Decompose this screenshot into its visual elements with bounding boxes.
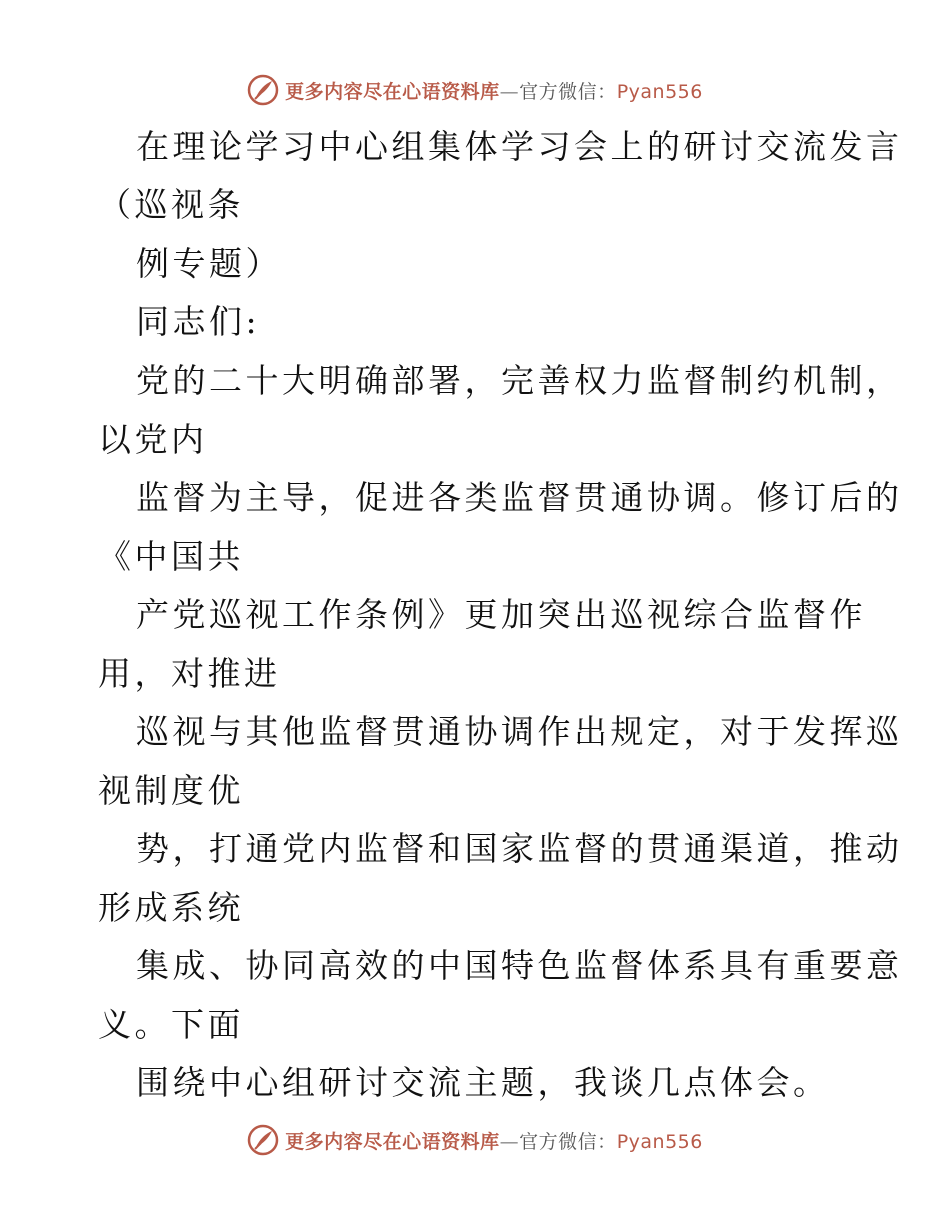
document-title-line-2: （巡视条 [98, 185, 244, 224]
paragraph-line: 势，打通党内监督和国家监督的贯通渠道，推动 [136, 829, 903, 868]
watermark-id-text: Pyan556 [616, 1130, 703, 1153]
document-title-line-1: 在理论学习中心组集体学习会上的研讨交流发言 [136, 127, 903, 166]
paragraph-line: 围绕中心组研讨交流主题，我谈几点体会。 [136, 1063, 830, 1102]
paragraph-line: 《中国共 [98, 537, 244, 576]
watermark-official-text: 官方微信： [519, 1130, 617, 1153]
feather-pen-logo-icon [247, 74, 279, 106]
paragraph-line: 视制度优 [98, 771, 244, 810]
paragraph-line: 监督为主导，促进各类监督贯通协调。修订后的 [136, 478, 903, 517]
paragraph-line: 党的二十大明确部署，完善权力监督制约机制， [136, 361, 903, 400]
salutation: 同志们: [136, 302, 261, 341]
header-watermark [0, 70, 950, 110]
paragraph-line: 产党巡视工作条例》更加突出巡视综合监督作 [136, 595, 866, 634]
document-title-line-3: 例专题） [136, 244, 282, 283]
paragraph-line: 形成系统 [98, 888, 244, 927]
watermark-id-text: Pyan556 [616, 80, 703, 103]
paragraph-line: 巡视与其他监督贯通协调作出规定，对于发挥巡 [136, 712, 903, 751]
watermark-site-text: 更多内容尽在心语资料库 [285, 80, 500, 103]
watermark-official-text: 官方微信： [519, 80, 617, 103]
paragraph-line: 义。下面 [98, 1005, 244, 1044]
watermark-dash: — [499, 80, 520, 103]
paragraph-line: 集成、协同高效的中国特色监督体系具有重要意 [136, 946, 903, 985]
watermark-site-text: 更多内容尽在心语资料库 [285, 1130, 500, 1153]
watermark-dash: — [499, 1130, 520, 1153]
paragraph-line: 用，对推进 [98, 654, 281, 693]
paragraph-line: 以党内 [98, 420, 208, 459]
footer-watermark [0, 1120, 950, 1160]
feather-pen-logo-icon [247, 1124, 279, 1156]
